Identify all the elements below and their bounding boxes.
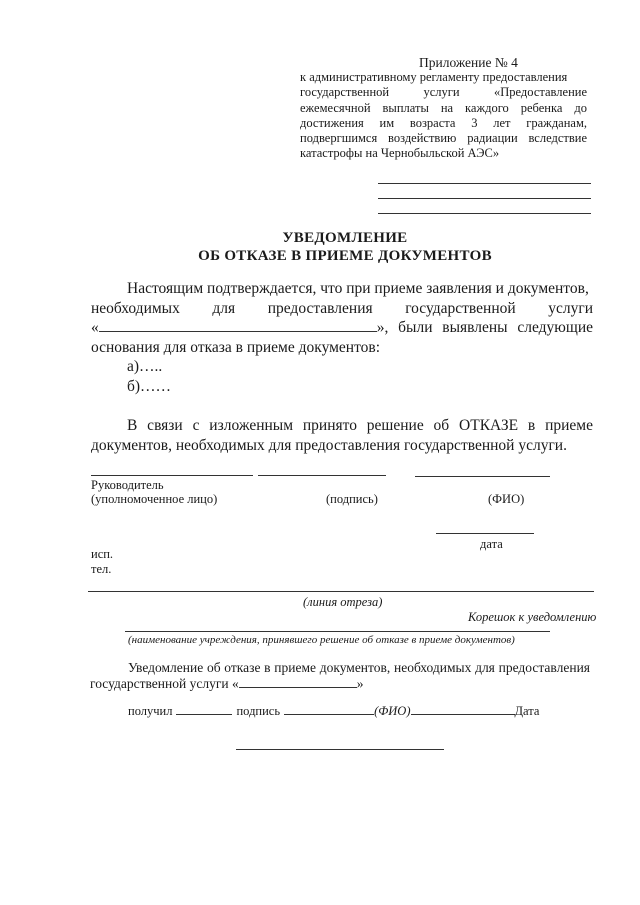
appendix-line: достижения им возраста 3 лет гражданам, — [300, 115, 587, 130]
date-caption: дата — [480, 537, 503, 551]
decision-paragraph — [91, 416, 593, 455]
signature-caption: (подпись) — [326, 492, 378, 506]
document-title: УВЕДОМЛЕНИЕ — [282, 230, 408, 246]
document-subtitle: ОБ ОТКАЗЕ В ПРИЕМЕ ДОКУМЕНТОВ — [198, 248, 492, 264]
authorized-person-label: (уполномоченное лицо) — [91, 492, 218, 506]
appendix-title: Приложение № 4 — [419, 55, 518, 70]
appendix-line: ежемесячной выплаты на каждого ребенка до — [300, 100, 587, 115]
reason-item-a: а)….. — [127, 358, 163, 375]
cut-line — [88, 591, 594, 592]
body-paragraph — [91, 279, 593, 396]
head-signature-line — [91, 475, 253, 476]
stub-service-name-blank — [239, 676, 357, 688]
addressee-blank-line — [378, 183, 591, 184]
stub-signature-label: подпись — [236, 704, 281, 718]
stub-date-label: Дата — [514, 704, 540, 718]
decision-line: документов, необходимых для предоставления государственной услуги. — [91, 436, 567, 454]
body-line: необходимых для предоставления государственной услуги — [91, 299, 593, 317]
body-line-service-name — [91, 318, 593, 338]
appendix-regulation-reference — [300, 70, 587, 162]
stub-fio-blank — [411, 704, 515, 715]
body-line: Настоящим подтверждается, что при приеме заявления и документов, — [127, 280, 589, 297]
signature-line — [258, 475, 386, 476]
body-line-rest: », были выявлены следующие — [376, 319, 593, 336]
reason-item-b: б)…… — [127, 377, 172, 395]
appendix-line: к административному регламенту предоставления — [300, 70, 568, 84]
received-row — [128, 704, 539, 719]
fio-line — [415, 476, 550, 477]
head-label: Руководитель — [91, 478, 164, 492]
appendix-line: катастрофы на Чернобыльской АЭС» — [300, 146, 500, 161]
stub-notice-service — [90, 676, 363, 692]
appendix-line: подвергшимся воздействию радиации вследствие — [300, 131, 587, 146]
stub-title: Корешок к уведомлению — [468, 610, 597, 624]
decision-line: В связи с изложенным принято решение об ОТКАЗЕ в приеме — [127, 417, 593, 434]
stub-signature-blank — [284, 704, 374, 715]
fio-caption: (ФИО) — [488, 492, 525, 506]
addressee-blank-line — [378, 213, 591, 214]
service-name-blank — [99, 318, 377, 332]
body-line: основания для отказа в приеме документов: — [91, 338, 381, 356]
stub-notice-line: Уведомление об отказе в приеме документов, необходимых для предоставления — [128, 660, 590, 675]
phone-label: тел. — [91, 562, 112, 576]
received-blank — [176, 704, 232, 715]
executor-label: исп. — [91, 547, 114, 561]
bottom-signature-line — [236, 749, 444, 750]
appendix-line: государственной услуги «Предоставление — [300, 85, 587, 100]
institution-line — [125, 631, 550, 632]
stub-fio-label: (ФИО) — [374, 704, 411, 718]
date-line — [436, 533, 534, 534]
quote-open: « — [91, 319, 99, 336]
stub-quote-close: » — [356, 676, 364, 691]
addressee-blank-line — [378, 198, 591, 199]
cut-line-label: (линия отреза) — [303, 595, 383, 609]
stub-notice-service-label: государственной услуги « — [90, 676, 239, 691]
institution-caption: (наименование учреждения, принявшего решение об отказе в приеме документов) — [128, 634, 515, 646]
received-label: получил — [128, 704, 173, 718]
